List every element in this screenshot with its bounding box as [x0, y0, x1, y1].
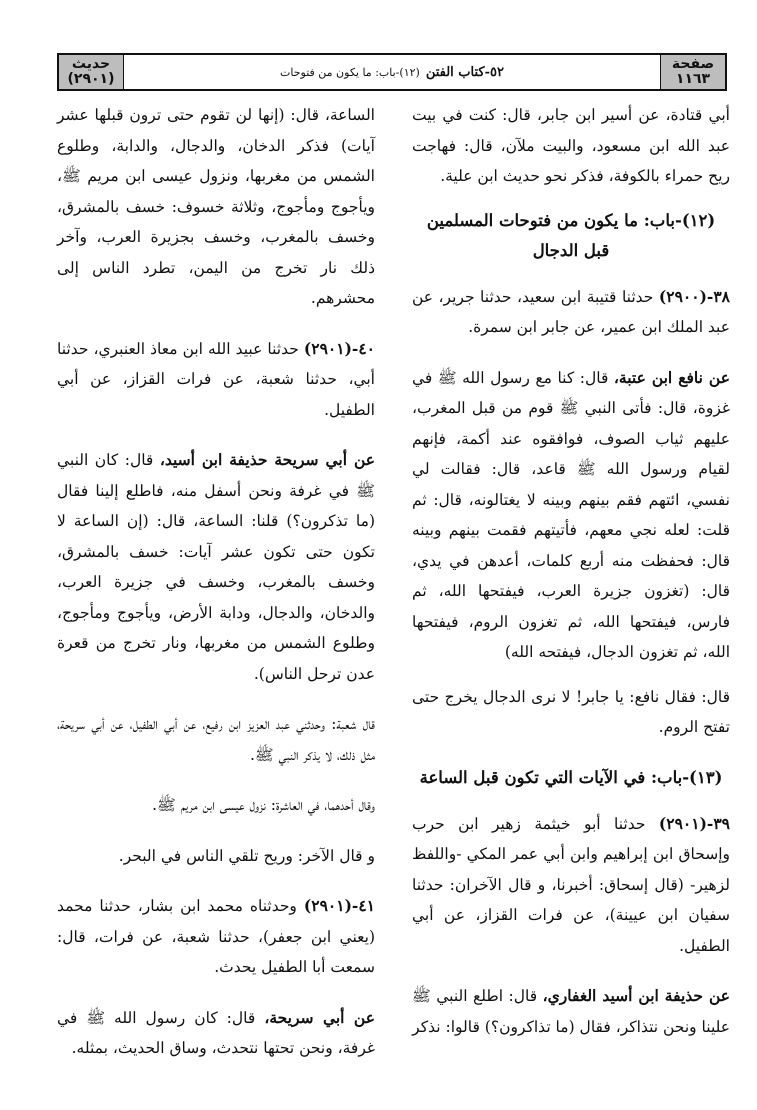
- hadith-number-label: ٣٨-(٢٩٠٠): [658, 286, 730, 306]
- paragraph-text: حدثنا عبيد الله ابن معاذ العنبري، حدثنا أبي، حدثنا شعبة، عن فرات القزاز، عن أبي الطفيل.: [57, 339, 375, 419]
- paragraph-text: حدثنا أبو خيثمة زهير ابن حرب وإسحاق ابن إبراهيم وابن أبي عمر المكي -واللفظ لزهير- (قال إسحاق: أخبرنا، و قال الآخران: حدثنا سفيان ابن عيينة)، عن فرات القزاز، عن أبي الطفيل.: [412, 814, 730, 955]
- matn-paragraph: [57, 445, 375, 689]
- matn-paragraph: [412, 981, 730, 1042]
- paragraph-text: حدثنا قتيبة ابن سعيد، حدثنا جرير، عن عبد الملك ابن عمير، عن جابر ابن سمرة.: [412, 287, 730, 336]
- paragraph: قال شعبة: وحدثني عبد العزيز ابن رفيع، عن أبي الطفيل، عن أبي سريحة، مثل ذلك، لا يذكر النبي ﷺ.: [57, 715, 375, 764]
- paragraph: الساعة، قال: (إنها لن تقوم حتى ترون قبلها عشر آيات) فذكر الدخان، والدجال، والدابة، وطلوع الشمس من مغربها، ونزول عيسى ابن مريم ﷺ، ويأجوج ومأجوج، وثلاثة خسوف: خسف بالمشرق، وخسف بالمغرب، وخسف بجزيرة العرب، وآخر ذلك نار تخرج من اليمن، تطرد الناس إلى محشرهم.: [57, 106, 375, 307]
- hadith-number-label: ٤١-(٢٩٠١): [303, 896, 375, 915]
- paragraph: قال: فقال نافع: يا جابر! لا نرى الدجال يخرج حتى تفتح الروم.: [412, 687, 730, 736]
- matn-paragraph: [412, 363, 730, 668]
- paragraph-text: قال: اطلع النبي ﷺ علينا ونحن نتذاكر، فقال (ما تذاكرون؟) قالوا: نذكر: [412, 987, 730, 1036]
- paragraph-text: قال: كان رسول الله ﷺ في غرفة، ونحن تحتها نتحدث، وساق الحديث، بمثله.: [57, 1008, 375, 1057]
- hadith-number: (٢٩٠١): [67, 71, 115, 87]
- paragraph: و قال الآخر: وريح تلقي الناس في البحر.: [118, 846, 375, 865]
- chapter-subtitle: (١٢)-باب: ما يكون من فتوحات: [280, 65, 420, 79]
- narrator-lead: عن أبي سريحة حذيفة ابن أسيد،: [159, 450, 375, 469]
- paragraph-text: قال: كان النبي ﷺ في غرفة ونحن أسفل منه، فاطلع إلينا فقال (ما تذكرون؟) قلنا: الساعة، قال: (إن الساعة لا تكون حتى تكون عشر آيات: خسف بالمشرق، وخسف بالمغرب، وخسف في جزيرة العرب، والدخان، والدجال، ودابة الأرض، ويأجوج ومأجوج، وطلوع الشمس من مغربها، ونار تخرج من قعرة عدن ترحل الناس).: [57, 451, 375, 683]
- book-title: ٥٢-كتاب الفتن: [425, 64, 504, 80]
- page-header: [57, 53, 727, 91]
- left-column: [57, 100, 375, 1100]
- chapter-heading: (١٢)-باب: ما يكون من فتوحات المسلمين قبل الدجال: [426, 210, 716, 260]
- running-title: [123, 55, 661, 89]
- isnad-paragraph: [412, 282, 730, 343]
- paragraph-text: قال: كنا مع رسول الله ﷺ في غزوة، قال: فأتى النبي ﷺ قوم من قبل المغرب، عليهم ثياب الصوف، فوافقوه عند أكمة، فإنهم لقيام ورسول الله ﷺ قاعد، قال: فقالت لي نفسي، ائتهم فقم بينهم وبينه لا يغتالونه، قال: ثم قلت: لعله نجي معهم، فأتيتهم فقمت بينهم وبينه قال: فحفظت منه أربع كلمات، أعدهن في يدي، قال: (تغزون جزيرة العرب، فيفتحها الله، ثم فارس، فيفتحها الله، ثم تغزون الروم، فيفتحها الله، ثم تغزون الدجال، فيفتحه الله): [412, 368, 730, 661]
- hadith-number-box: [59, 55, 123, 89]
- paragraph: وقال أحدهما، في العاشرة: نزول عيسى ابن مريم ﷺ.: [152, 796, 375, 814]
- paragraph-text: وحدثناه محمد ابن بشار، حدثنا محمد (يعني ابن جعفر)، حدثنا شعبة، عن فرات، قال: سمعت أبا الطفيل يحدث.: [57, 897, 375, 976]
- page-number-box: [661, 55, 725, 89]
- chapter-heading: (١٣)-باب: في الآيات التي تكون قبل الساعة: [419, 767, 723, 787]
- page-number: ١١٦٣: [675, 71, 711, 87]
- matn-paragraph: [57, 1003, 375, 1064]
- narrator-lead: عن حذيفة ابن أسيد الغفاري،: [542, 986, 730, 1005]
- narrator-lead: عن نافع ابن عتبة،: [613, 367, 730, 387]
- isnad-paragraph: [412, 809, 730, 962]
- hadith-number-label: ٤٠-(٢٩٠١): [303, 338, 375, 358]
- narrator-lead: عن أبي سريحة،: [264, 1007, 375, 1027]
- hadith-number-label: ٣٩-(٢٩٠١): [658, 813, 730, 833]
- hadith-label: حديث: [71, 56, 111, 72]
- isnad-paragraph: [57, 891, 375, 983]
- paragraph: أبي قتادة، عن أسير ابن جابر، قال: كنت في بيت عبد الله ابن مسعود، والبيت ملآن، قال: فهاجت ريح حمراء بالكوفة، فذكر نحو حديث ابن علية.: [412, 106, 730, 185]
- right-column: [412, 100, 730, 1100]
- isnad-paragraph: [57, 334, 375, 426]
- page-label: صفحة: [671, 56, 715, 72]
